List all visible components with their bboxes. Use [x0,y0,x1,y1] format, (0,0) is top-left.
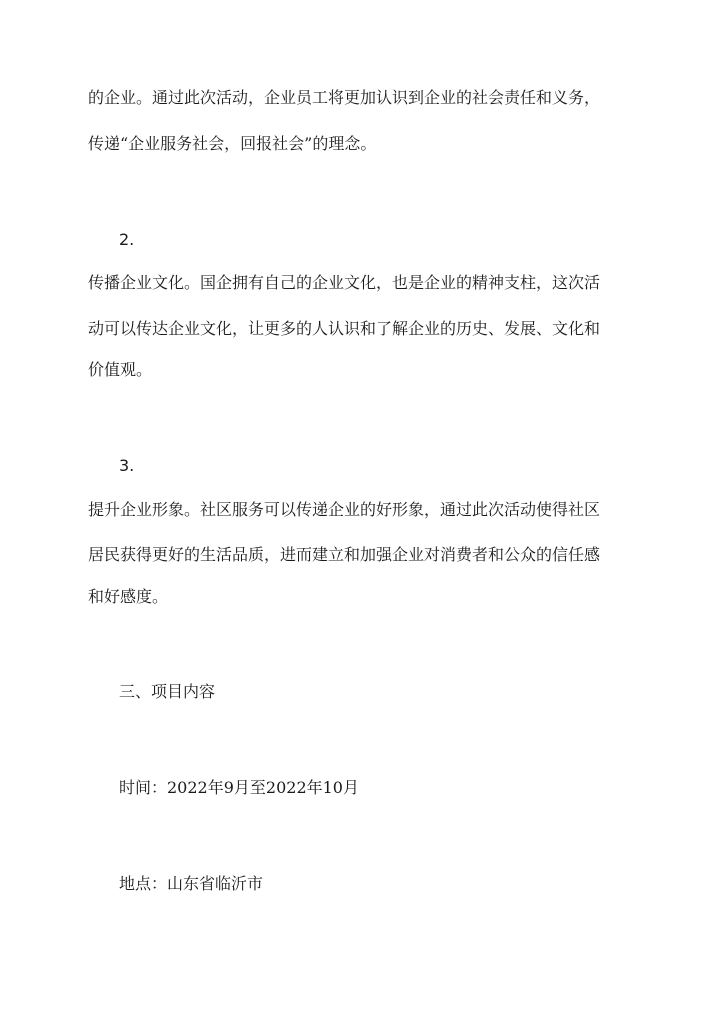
item-2-number: 2. [119,230,135,249]
project-time: 时间：2022年9月至2022年10月 [119,778,359,797]
item-3-number: 3. [119,456,135,475]
intro-line-2: 传递“企业服务社会，回报社会”的理念。 [88,134,377,153]
section-heading: 三、项目内容 [119,682,216,701]
intro-line-1: 的企业。通过此次活动，企业员工将更加认识到企业的社会责任和义务， [88,88,601,107]
project-location: 地点：山东省临沂市 [119,874,264,893]
item-2-line-2: 动可以传达企业文化，让更多的人认识和了解企业的历史、发展、文化和 [88,319,601,338]
item-2-line-1: 传播企业文化。国企拥有自己的企业文化，也是企业的精神支柱，这次活 [88,273,601,292]
item-2-line-3: 价值观。 [88,360,153,379]
item-3-line-3: 和好感度。 [88,587,169,606]
item-3-line-1: 提升企业形象。社区服务可以传递企业的好形象，通过此次活动使得社区 [88,500,601,519]
item-3-line-2: 居民获得更好的生活品质，进而建立和加强企业对消费者和公众的信任感 [88,545,601,564]
